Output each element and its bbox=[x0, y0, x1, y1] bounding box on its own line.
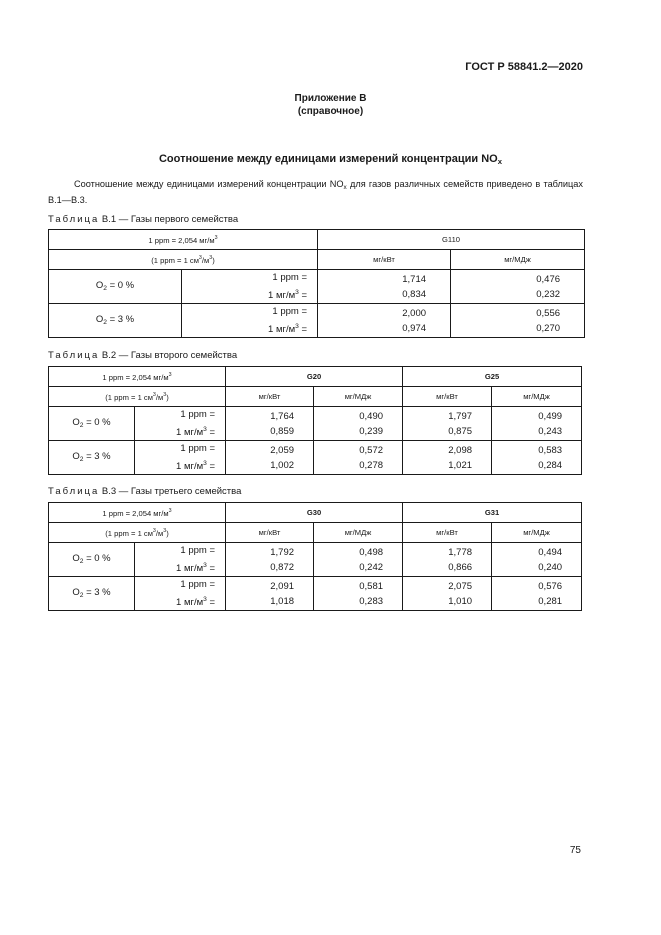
unit-cell: 1 ppm = 1 $мг/м^3$ = bbox=[135, 407, 226, 441]
caption-rest: В.3 — Газы третьего семейства bbox=[99, 486, 242, 497]
table-caption bbox=[48, 486, 241, 497]
table-b1 bbox=[48, 229, 585, 338]
unit-header: мг/кВт bbox=[403, 523, 492, 543]
conversion-header-cell: 1 ppm = 2,054 $мг/м^3$ bbox=[49, 367, 226, 387]
intro-part1: Соотношение между единицами измерений концентрации NO bbox=[74, 179, 344, 189]
value-cell: 0,581 0,283 bbox=[314, 577, 403, 611]
value-cell: 0,498 0,242 bbox=[314, 543, 403, 577]
value-cell: 0,499 0,243 bbox=[492, 407, 582, 441]
unit-header: мг/МДж bbox=[492, 523, 582, 543]
value-cell: 0,576 0,281 bbox=[492, 577, 582, 611]
intro-part2: для газов различных семейств приведено в таблицах В.1—В.3. bbox=[48, 179, 583, 205]
table-b3 bbox=[48, 502, 582, 611]
value-cell: 0,476 0,232 bbox=[451, 270, 585, 304]
gas-group-header: G30 bbox=[226, 503, 403, 523]
gas-group-header: G20 bbox=[226, 367, 403, 387]
value-cell: 1,778 0,866 bbox=[403, 543, 492, 577]
table-row bbox=[49, 543, 582, 577]
o2-cell: $O_2 = 3$ % bbox=[49, 577, 135, 611]
appendix-heading bbox=[0, 92, 661, 118]
caption-prefix: Таблица bbox=[48, 214, 100, 225]
conversion-subheader-cell: (1 ppm = 1 $см^3/м^3$) bbox=[49, 250, 318, 270]
unit-header: мг/МДж bbox=[451, 250, 585, 270]
value-cell: 2,098 1,021 bbox=[403, 441, 492, 475]
value-cell: 0,572 0,278 bbox=[314, 441, 403, 475]
o2-cell: $O_2 = 0$ % bbox=[49, 543, 135, 577]
table-row bbox=[49, 270, 585, 304]
value-cell: 1,714 0,834 bbox=[318, 270, 451, 304]
value-cell: 0,556 0,270 bbox=[451, 304, 585, 338]
o2-cell: $O_2 = 0$ % bbox=[49, 407, 135, 441]
conversion-header-cell: 1 ppm = 2,054 $мг/м^3$ bbox=[49, 230, 318, 250]
value-cell: 1,797 0,875 bbox=[403, 407, 492, 441]
gas-group-header: G31 bbox=[403, 503, 582, 523]
conversion-subheader-cell: (1 ppm = 1 $см^3/м^3$) bbox=[49, 523, 226, 543]
unit-cell: 1 ppm = 1 $мг/м^3$ = bbox=[182, 270, 318, 304]
intro-paragraph bbox=[48, 178, 583, 207]
value-cell: 2,091 1,018 bbox=[226, 577, 314, 611]
conversion-header-cell: 1 ppm = 2,054 $мг/м^3$ bbox=[49, 503, 226, 523]
caption-prefix: Таблица bbox=[48, 486, 100, 497]
unit-cell: 1 ppm = 1 $мг/м^3$ = bbox=[135, 543, 226, 577]
table-b2 bbox=[48, 366, 582, 475]
o2-cell: $O_2 = 0$ % bbox=[49, 270, 182, 304]
table-row bbox=[49, 577, 582, 611]
table-row bbox=[49, 407, 582, 441]
gas-group-header: G25 bbox=[403, 367, 582, 387]
appendix-title: Приложение В bbox=[294, 93, 367, 104]
unit-header: мг/МДж bbox=[492, 387, 582, 407]
appendix-subtitle: (справочное) bbox=[297, 106, 364, 117]
table-row bbox=[49, 441, 582, 475]
unit-header: мг/кВт bbox=[226, 523, 314, 543]
page-number: 75 bbox=[569, 845, 581, 856]
section-title-text: Соотношение между единицами измерений концентрации NO bbox=[158, 153, 498, 165]
unit-header: мг/МДж bbox=[314, 387, 403, 407]
unit-header: мг/кВт bbox=[318, 250, 451, 270]
gas-group-header: G110 bbox=[318, 230, 585, 250]
unit-header: мг/МДж bbox=[314, 523, 403, 543]
standard-header: ГОСТ Р 58841.2—2020 bbox=[465, 61, 583, 73]
value-cell: 0,583 0,284 bbox=[492, 441, 582, 475]
caption-prefix: Таблица bbox=[48, 350, 100, 361]
table-row bbox=[49, 304, 585, 338]
table-caption bbox=[48, 214, 238, 225]
unit-header: мг/кВт bbox=[226, 387, 314, 407]
intro-sub: x bbox=[343, 184, 347, 191]
caption-rest: В.2 — Газы второго семейства bbox=[99, 350, 238, 361]
value-cell: 1,764 0,859 bbox=[226, 407, 314, 441]
value-cell: 0,494 0,240 bbox=[492, 543, 582, 577]
o2-cell: $O_2 = 3$ % bbox=[49, 441, 135, 475]
unit-cell: 1 ppm = 1 $мг/м^3$ = bbox=[135, 577, 226, 611]
value-cell: 2,000 0,974 bbox=[318, 304, 451, 338]
section-title bbox=[0, 153, 661, 166]
unit-cell: 1 ppm = 1 $мг/м^3$ = bbox=[182, 304, 318, 338]
value-cell: 2,059 1,002 bbox=[226, 441, 314, 475]
caption-rest: В.1 — Газы первого семейства bbox=[99, 214, 239, 225]
unit-cell: 1 ppm = 1 $мг/м^3$ = bbox=[135, 441, 226, 475]
table-caption bbox=[48, 350, 237, 361]
unit-header: мг/кВт bbox=[403, 387, 492, 407]
value-cell: 0,490 0,239 bbox=[314, 407, 403, 441]
conversion-subheader-cell: (1 ppm = 1 $см^3/м^3$) bbox=[49, 387, 226, 407]
value-cell: 1,792 0,872 bbox=[226, 543, 314, 577]
section-title-sub: x bbox=[497, 157, 503, 166]
o2-cell: $O_2 = 3$ % bbox=[49, 304, 182, 338]
value-cell: 2,075 1,010 bbox=[403, 577, 492, 611]
